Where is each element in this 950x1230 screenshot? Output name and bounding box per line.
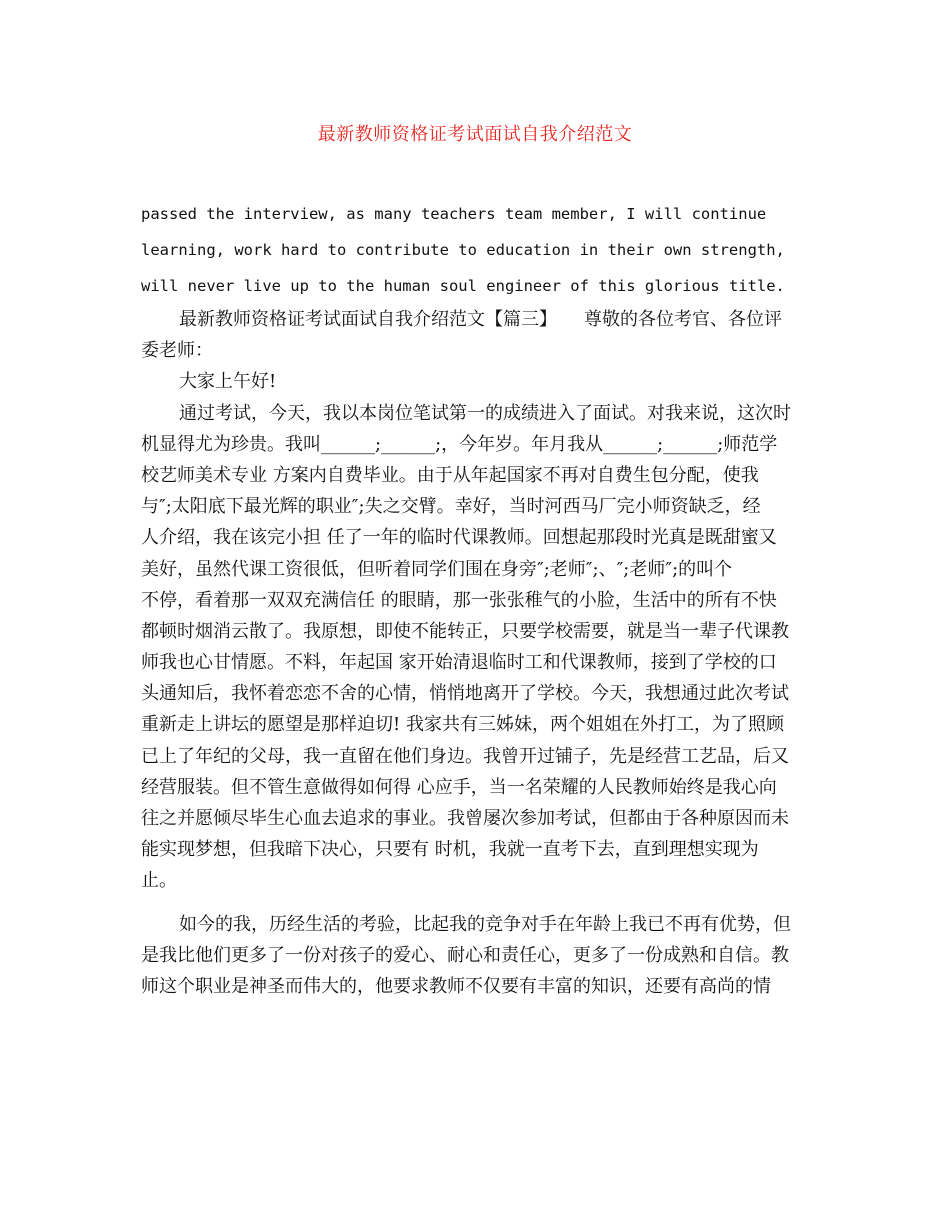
text-line: 头通知后，我怀着恋恋不舍的心情，悄悄地离开了学校。今天，我想通过此次考试 — [141, 683, 789, 705]
document-title: 最新教师资格证考试面试自我介绍范文 — [317, 124, 633, 145]
text-line: 机显得尤为珍贵。我叫______;______;，今年岁。年月我从______;______;师范学 — [141, 433, 778, 455]
text-line: 师我也心甘情愿。不料，年起国 家开始清退临时工和代课教师，接到了学校的口 — [141, 652, 777, 674]
text-line: 能实现梦想，但我暗下决心，只要有 时机，我就一直考下去，直到理想实现为 — [141, 839, 759, 861]
text-line: 止。 — [141, 870, 177, 892]
text-line: 不停，看着那一双双充满信任 的眼睛，那一张张稚气的小脸，生活中的所有不快 — [141, 589, 777, 611]
text-line: 师这个职业是神圣而伟大的，他要求教师不仅要有丰富的知识，还要有高尚的情 — [141, 975, 771, 997]
text-line: 都顿时烟消云散了。我原想，即使不能转正，只要学校需要，就是当一辈子代课教 — [141, 620, 789, 642]
text-line: 美好，虽然代课工资很低，但听着同学们围在身旁″;老师″;、″;老师″;的叫个 — [141, 558, 733, 580]
text-line: 是我比他们更多了一份对孩子的爱心、耐心和责任心，更多了一份成熟和自信。教 — [141, 944, 789, 966]
text-line: 人介绍，我在该完小担 任了一年的临时代课教师。回想起那段时光真是既甜蜜又 — [141, 527, 777, 549]
document-body — [141, 304, 821, 1002]
text-line: 往之并愿倾尽毕生心血去追求的事业。我曾屡次参加考试，但都由于各种原因而未 — [141, 808, 789, 829]
greeting-line: 大家上午好! — [179, 371, 277, 393]
text-line: 经营服装。但不管生意做得如何得 心应手，当一名荣耀的人民教师始终是我心向 — [141, 776, 777, 798]
text-line: will never live up to the human soul engineer of this glorious title. — [141, 277, 785, 295]
text-line: 校艺师美术专业 方案内自费毕业。由于从年起国家不再对自费生包分配，使我 — [141, 464, 759, 486]
text-line: 如今的我，历经生活的考验，比起我的竞争对手在年龄上我已不再有优势，但 — [179, 913, 791, 935]
section-heading-line: 最新教师资格证考试面试自我介绍范文【篇三】 尊敬的各位考官、各位评 — [179, 309, 782, 330]
english-paragraph — [141, 196, 821, 304]
paragraph-gap — [141, 897, 821, 909]
text-line: 通过考试，今天，我以本岗位笔试第一的成绩进入了面试。对我来说，这次时 — [179, 402, 791, 424]
text-line: 已上了年纪的父母，我一直留在他们身边。我曾开过铺子，先是经营工艺品，后又 — [141, 745, 789, 767]
text-line: learning, work hard to contribute to education in their own strength, — [141, 241, 785, 259]
text-line: 与″;太阳底下最光辉的职业″;失之交臂。幸好，当时河西马厂完小师资缺乏，经 — [141, 496, 761, 518]
text-line: 重新走上讲坛的愿望是那样迫切! 我家共有三姊妹，两个姐姐在外打工，为了照顾 — [141, 714, 784, 736]
text-line: 委老师： — [141, 340, 213, 362]
text-line: passed the interview, as many teachers team member, I will continue — [141, 205, 767, 223]
